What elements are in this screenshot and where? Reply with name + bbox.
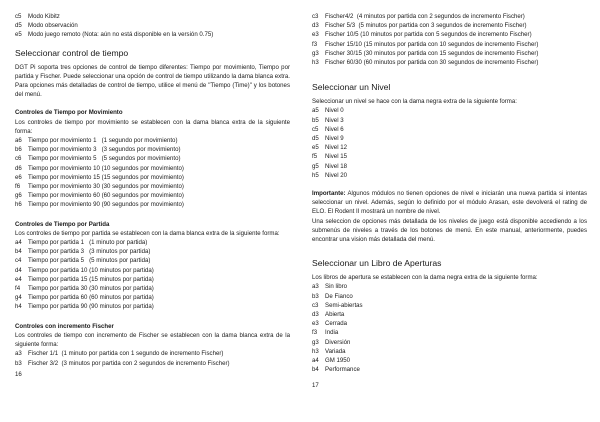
square-key: a4: [312, 357, 319, 365]
square-key: f3: [312, 329, 318, 337]
list-item: [15, 173, 290, 182]
square-key: e5: [15, 31, 22, 39]
item-text: Tiempo por partida 15 (15 minutos por partida): [28, 275, 154, 283]
item-text: Fischer 30/15 (30 minutos por partida con 15 segundos de incremento Fischer): [325, 49, 539, 57]
list-item: [312, 49, 587, 58]
important-text: Algunos módulos no tienen opciones de nivel e iniciarán una nueva partida si intentas seleccionar un nivel. Además, según lo definido por el módulo Arasan, este devolverá el rating de ELO. El Rodent II mostrará un nombre de nivel.: [312, 190, 587, 216]
list-item: [15, 238, 290, 247]
item-text: Modo Kibitz: [28, 13, 60, 20]
list-item: [15, 191, 290, 200]
item-text: Performance: [325, 366, 360, 374]
item-text: Nivel 15: [325, 153, 348, 161]
item-text: Tiempo por movimiento 60 (60 segundos por movimiento): [28, 192, 184, 200]
fischer-intro: Los controles de tiempo con incremento de Fischer se establecen con la dama blanca extra de la siguiente forma:: [15, 331, 290, 349]
square-key: g3: [312, 338, 319, 346]
level-list: [312, 106, 587, 180]
square-key: b3: [312, 292, 319, 300]
book-heading: Seleccionar un Libro de Aperturas: [312, 258, 442, 269]
square-key: a3: [312, 283, 319, 291]
square-key: g3: [312, 49, 319, 57]
item-text: Tiempo por partida 90 (90 minutos por partida): [28, 303, 154, 311]
square-key: f4: [15, 285, 21, 293]
square-key: f5: [312, 153, 318, 161]
square-key: h4: [15, 303, 22, 311]
item-text: Diversión: [325, 338, 351, 346]
item-text: Fischer 5/3 (5 minutos por partida con 3 segundos de incremento Fischer): [325, 22, 527, 30]
list-item: [312, 356, 587, 365]
list-item: [312, 116, 587, 125]
list-item: [15, 30, 290, 39]
item-text: Nivel 3: [325, 116, 344, 124]
list-item: [15, 275, 290, 284]
item-text: Tiempo por movimiento 30 (30 segundos por movimiento): [28, 183, 184, 191]
square-key: f6: [15, 183, 21, 191]
item-text: Modo observación: [28, 22, 78, 30]
important-label: Importante:: [312, 190, 346, 198]
item-text: Nivel 20: [325, 171, 348, 179]
item-text: Tiempo por partida 30 (30 minutos por partida): [28, 285, 154, 293]
move-time-list: [15, 136, 290, 210]
square-key: g4: [15, 294, 22, 302]
list-item: [15, 302, 290, 311]
item-text: Fischer 10/5 (10 minutos por partida con 5 segundos de incremento Fischer): [325, 31, 532, 39]
item-text: Cerrada: [325, 320, 348, 328]
item-text: Tiempo por movimiento 5 (5 segundos por movimiento): [28, 155, 181, 163]
list-item: [312, 58, 587, 67]
item-text: De Fianco: [325, 292, 353, 300]
list-item: [15, 164, 290, 173]
square-key: e3: [312, 31, 319, 39]
square-key: h6: [15, 201, 22, 209]
item-text: Tiempo por movimiento 90 (90 segundos por movimiento): [28, 201, 184, 209]
list-item: [312, 12, 587, 21]
square-key: e3: [312, 320, 319, 328]
list-item: [15, 247, 290, 256]
square-key: c3: [312, 301, 319, 309]
item-text: Abierta: [325, 311, 345, 319]
list-item: [312, 30, 587, 39]
move-time-title: Controles de Tiempo por Movimiento: [15, 109, 123, 117]
item-text: Fischer 1/1 (1 minuto por partida con 1 segundo de incremento Fischer): [28, 350, 224, 358]
book-list: [312, 282, 587, 374]
list-item: [15, 293, 290, 302]
square-key: d5: [312, 135, 319, 143]
list-item: [15, 154, 290, 163]
square-key: c5: [15, 13, 22, 20]
item-text: Tiempo por partida 5 (5 minutos por partida): [28, 257, 151, 265]
square-key: c5: [312, 125, 319, 133]
item-text: India: [325, 329, 339, 337]
square-key: b6: [15, 146, 22, 154]
item-text: Nivel 12: [325, 144, 348, 152]
list-item: [312, 310, 587, 319]
square-key: c3: [312, 13, 319, 20]
list-item: [312, 292, 587, 301]
list-item: [312, 365, 587, 374]
page-number-right: 17: [312, 381, 319, 389]
square-key: d3: [312, 311, 319, 319]
list-item: [312, 152, 587, 161]
list-item: [312, 171, 587, 180]
fischer-title: Controles con incremento Fischer: [15, 322, 114, 330]
item-text: Fischer4/2 (4 minutos por partida con 2 segundos de incremento Fischer): [325, 13, 525, 20]
square-key: c6: [15, 155, 22, 163]
page-16: [15, 12, 290, 379]
time-control-intro: DGT Pi soporta tres opciones de control de tiempo diferentes: Tiempo por movimiento, Tiempo por partida y Fischer. Puede seleccionar una opción de control de tiempo utilizando la dama blanca extra. Para opciones más detalladas de control de tiempo, utilice el menú de "Tiempo (Time)" y los botones del menú.: [15, 63, 290, 99]
square-key: b4: [312, 366, 319, 374]
square-key: a6: [15, 137, 22, 145]
page-number-left: 16: [15, 370, 22, 378]
item-text: Nivel 0: [325, 107, 344, 115]
square-key: e5: [312, 144, 319, 152]
list-item: [312, 301, 587, 310]
game-time-intro: Los controles de tiempo por partida se establecen con la dama blanca extra de la siguiente forma:: [15, 229, 280, 237]
item-text: Nivel 18: [325, 162, 348, 170]
item-text: Tiempo por movimiento 10 (10 segundos por movimiento): [28, 164, 184, 172]
square-key: a4: [15, 239, 22, 247]
move-time-intro: Los controles de tiempo por movimiento se establecen con la dama blanca extra de la siguiente forma:: [15, 118, 290, 135]
game-time-title: Controles de Tiempo por Partida: [15, 220, 110, 228]
item-text: Tiempo por partida 3 (3 minutos por partida): [28, 248, 151, 256]
square-key: d4: [15, 266, 22, 274]
square-key: b3: [15, 359, 22, 367]
list-item: [15, 21, 290, 30]
game-time-list: [15, 238, 290, 312]
item-text: Tiempo por partida 10 (10 minutos por partida): [28, 266, 154, 274]
item-text: Fischer 3/2 (3 minutos por partida con 2 segundos de incremento Fischer): [28, 359, 230, 367]
square-key: h3: [312, 347, 319, 355]
list-item: [312, 319, 587, 328]
square-key: c4: [15, 257, 22, 265]
time-control-heading: Seleccionar control de tiempo: [15, 47, 129, 58]
fischer-list-right: [312, 12, 587, 67]
list-item: [15, 256, 290, 265]
mode-list: [15, 12, 290, 40]
square-key: a3: [15, 350, 22, 358]
item-text: Modo juego remoto (Nota: aún no está disponible en la versión 0.75): [28, 31, 214, 39]
level-detail-note: Una seleccion de opciones más detallada de los niveles de juego está disponible accediendo a los submenús de niveles a través de los botones de menú. En este manual, anteriormente, puedes encontrar una vision más detallada del menú.: [312, 217, 587, 244]
list-item: [15, 284, 290, 293]
square-key: a5: [312, 107, 319, 115]
item-text: Nivel 9: [325, 135, 344, 143]
list-item: [312, 282, 587, 291]
page-17: [312, 12, 587, 390]
fischer-list-left: [15, 349, 290, 367]
square-key: e6: [15, 173, 22, 181]
list-item: [312, 143, 587, 152]
square-key: g5: [312, 162, 319, 170]
square-key: h3: [312, 59, 319, 67]
list-item: [312, 347, 587, 356]
item-text: Tiempo por movimiento 15 (15 segundos por movimiento): [28, 173, 184, 181]
item-text: Variada: [325, 347, 346, 355]
list-item: [312, 21, 587, 30]
square-key: d3: [312, 22, 319, 30]
list-item: [312, 106, 587, 115]
square-key: e4: [15, 275, 22, 283]
list-item: [15, 145, 290, 154]
list-item: [312, 40, 587, 49]
item-text: Tiempo por partida 60 (60 minutos por partida): [28, 294, 154, 302]
list-item: [312, 328, 587, 337]
list-item: [15, 359, 290, 368]
square-key: d5: [15, 22, 22, 30]
item-text: Fischer 15/10 (15 minutos por partida con 10 segundos de incremento Fischer): [325, 40, 539, 48]
list-item: [15, 349, 290, 358]
level-heading: Seleccionar un Nivel: [312, 82, 391, 93]
list-item: [15, 266, 290, 275]
item-text: Tiempo por partida 1 (1 minuto por partida): [28, 239, 148, 247]
square-key: b5: [312, 116, 319, 124]
list-item: [15, 200, 290, 209]
item-text: Nivel 6: [325, 125, 344, 133]
item-text: Fischer 60/30 (60 minutos por partida con 30 segundos de incremento Fischer): [325, 59, 539, 67]
important-note: [312, 189, 587, 217]
list-item: [312, 338, 587, 347]
item-text: Tiempo por movimiento 1 (1 segundo por movimiento): [28, 137, 178, 145]
level-intro: Seleccionar un nivel se hace con la dama negra extra de la siguiente forma:: [312, 98, 517, 106]
list-item: [15, 136, 290, 145]
list-item: [15, 182, 290, 191]
square-key: f3: [312, 40, 318, 48]
list-item: [312, 162, 587, 171]
square-key: b4: [15, 248, 22, 256]
list-item: [312, 134, 587, 143]
list-item: [15, 12, 290, 21]
item-text: GM 1950: [325, 357, 351, 365]
list-item: [312, 125, 587, 134]
square-key: g6: [15, 192, 22, 200]
item-text: Semi-abiertas: [325, 301, 363, 309]
book-intro: Los libros de apertura se establecen con la dama negra extra de la siguiente forma:: [312, 274, 538, 282]
item-text: Sin libro: [325, 283, 348, 291]
square-key: h5: [312, 171, 319, 179]
item-text: Tiempo por movimiento 3 (3 segundos por movimiento): [28, 146, 181, 154]
square-key: d6: [15, 164, 22, 172]
